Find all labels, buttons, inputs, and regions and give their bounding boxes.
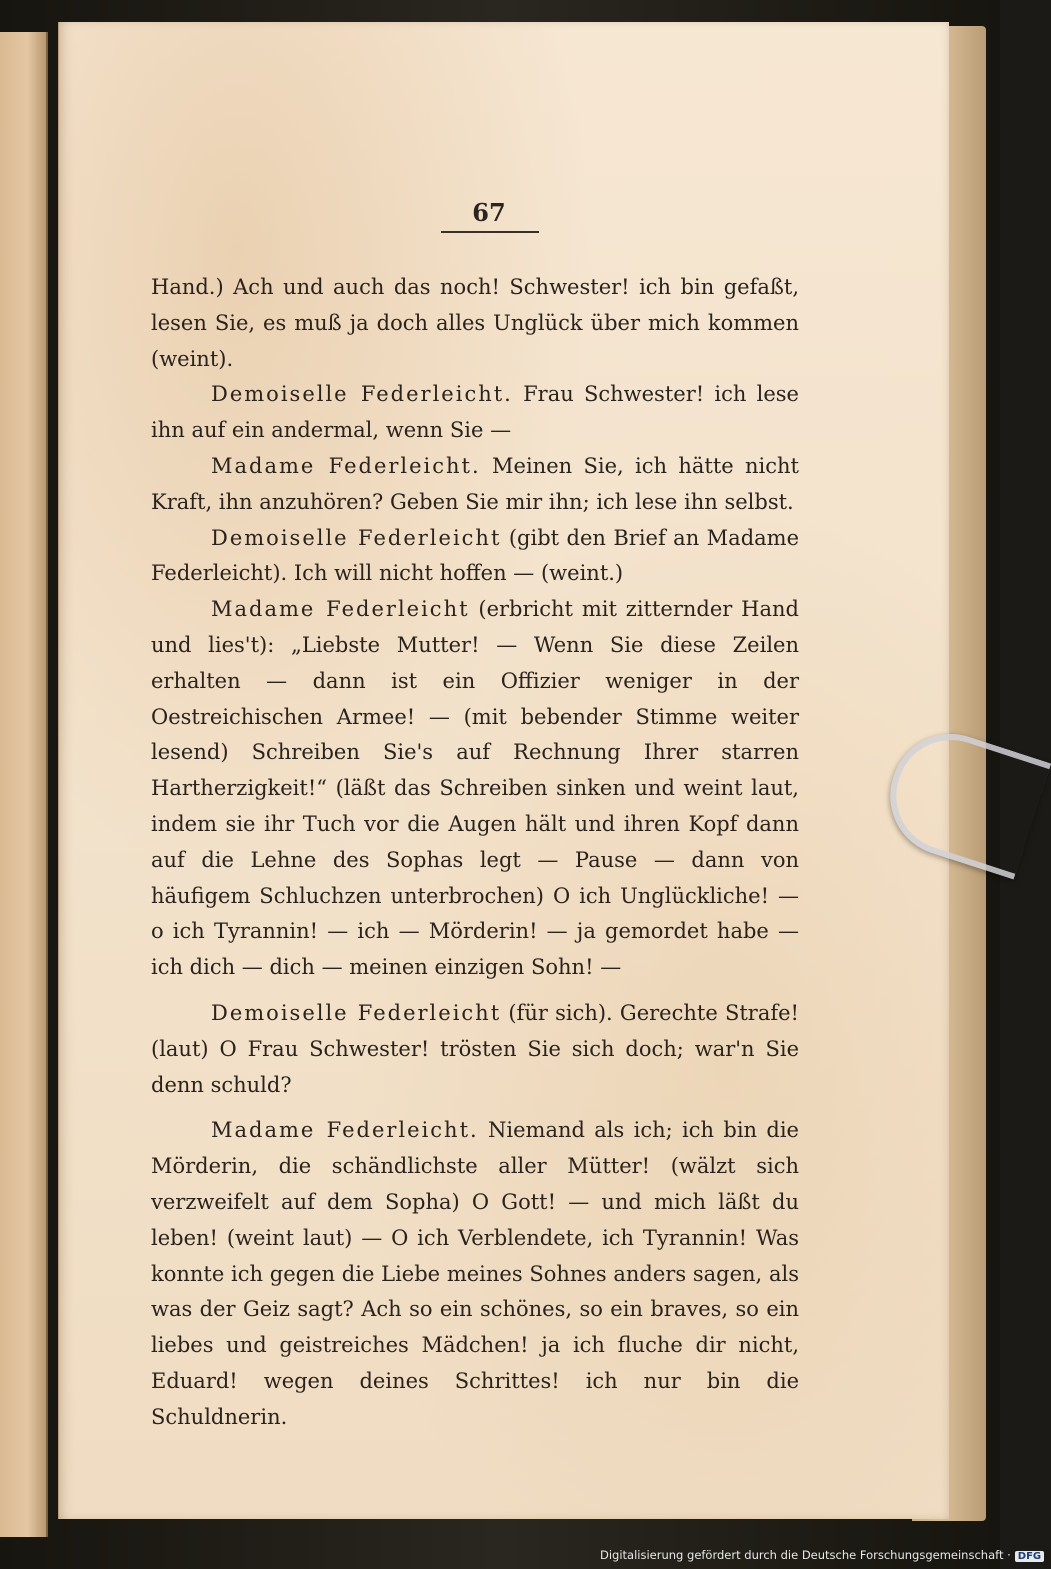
- paragraph-text: Hand.) Ach und auch das noch! Schwester! ich bin gefaßt, lesen Sie, es muß ja doch alles Unglück über mich kommen (weint).: [151, 275, 799, 371]
- paragraph-text: Frau Schwester! ich lese ihn auf ein andermal, wenn Sie —: [151, 382, 799, 443]
- paragraph-text: (gibt den Brief an Madame Federleicht). Ich will nicht hoffen — (weint.): [151, 525, 799, 586]
- paragraph-6: [151, 996, 799, 1103]
- dfg-logo: DFG: [1015, 1551, 1044, 1562]
- paragraph-4: [151, 521, 799, 593]
- facing-page-edge: [0, 32, 48, 1537]
- book-page: [58, 22, 949, 1519]
- digitization-credit: [600, 1548, 1044, 1562]
- page-text: [151, 270, 799, 1436]
- page-number: 67: [472, 198, 506, 227]
- speaker-name: Madame Federleicht.: [211, 453, 481, 478]
- speaker-name: Demoiselle Federleicht: [211, 525, 502, 550]
- paragraph-text: Niemand als ich; ich bin die Mörderin, die schändlichste aller Mütter! (wälzt sich verzweifelt auf dem Sopha) O Gott! — und mich läßt du leben! (weint laut) — O ich Verblendete, ich Tyrannin! Was konnte ich gegen die Liebe meines Sohnes anders sagen, als was der Geiz sagt? Ach so ein schönes, so ein braves, so ein liebes und geistreiches Mädchen! ja ich fluche dir nicht, Eduard! wegen deines Schrittes! ich nur bin die Schuldnerin.: [151, 1118, 799, 1429]
- paragraph-1: [151, 270, 799, 377]
- speaker-name: Madame Federleicht.: [211, 1118, 479, 1143]
- paragraph-text: Meinen Sie, ich hätte nicht Kraft, ihn anzuhören? Geben Sie mir ihn; ich lese ihn selbst.: [151, 453, 799, 514]
- paragraph-text: (für sich). Gerechte Strafe! (laut) O Frau Schwester! trösten Sie sich doch; war'n Sie denn schuld?: [151, 1000, 799, 1097]
- paragraph-3: [151, 449, 799, 521]
- paragraph-5: [151, 592, 799, 986]
- page-number-rule: [441, 231, 539, 233]
- paragraph-7: [151, 1113, 799, 1435]
- credit-text: Digitalisierung gefördert durch die Deutsche Forschungsgemeinschaft ·: [600, 1548, 1011, 1562]
- speaker-name: Madame Federleicht: [211, 597, 470, 622]
- paragraph-2: [151, 377, 799, 449]
- paragraph-text: (erbricht mit zitternder Hand und lies't): „Liebste Mutter! — Wenn Sie diese Zeilen erhalten — dann ist ein Offizier weniger in der Oestreichischen Armee! — (mit bebender Stimme weiter lesend) Schreiben Sie's auf Rechnung Ihrer starren Hartherzigkeit!“ (läßt das Schreiben sinken und weint laut, indem sie ihr Tuch vor die Augen hält und ihren Kopf dann auf die Lehne des Sophas legt — Pause — dann von häufigem Schluchzen unterbrochen) O ich Unglückliche! — o ich Tyrannin! — ich — Mörderin! — ja gemordet habe — ich dich — dich — meinen einzigen Sohn! —: [151, 597, 799, 980]
- speaker-name: Demoiselle Federleicht.: [211, 382, 513, 407]
- speaker-name: Demoiselle Federleicht: [211, 1000, 502, 1025]
